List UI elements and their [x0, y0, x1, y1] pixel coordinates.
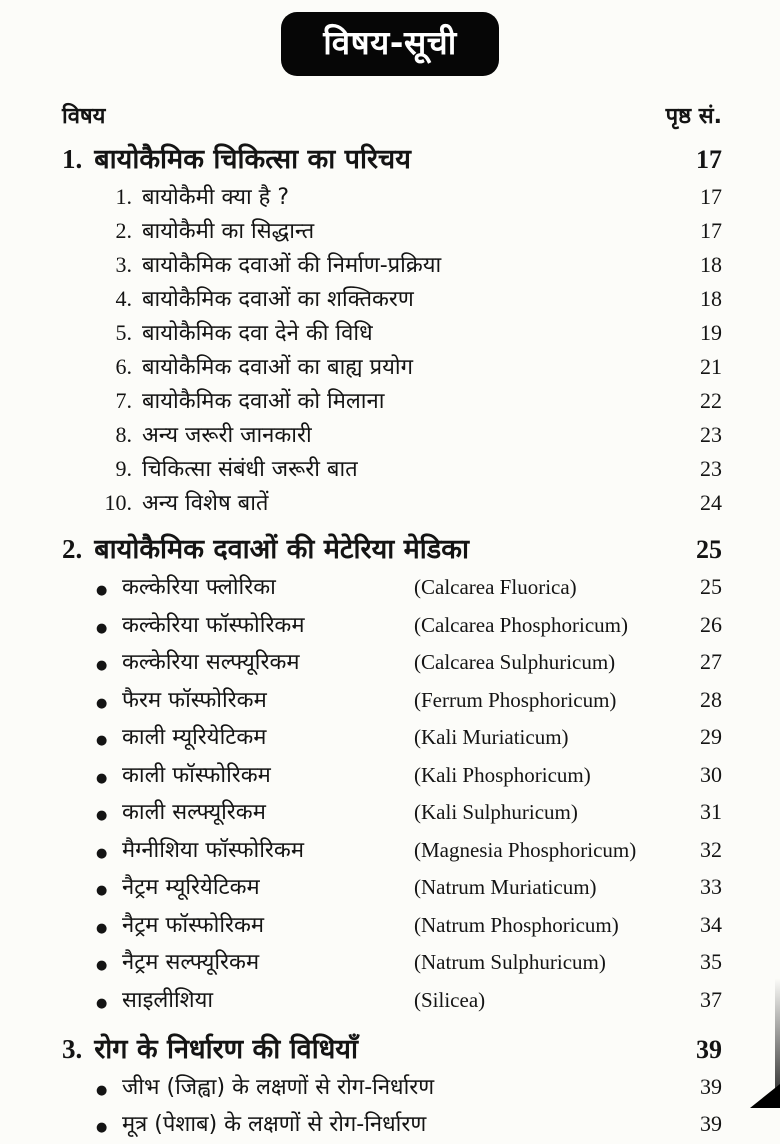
section-title: रोग के निर्धारण की विधियाँ [94, 1034, 358, 1065]
section-heading [62, 139, 722, 180]
entry-number: 7. [115, 388, 132, 413]
section-page-number: 39 [696, 1035, 722, 1064]
entry-page-number: 18 [700, 286, 722, 311]
bullet-icon: ● [96, 583, 108, 598]
entry-page-number: 34 [700, 911, 722, 937]
entry-label: काली सल्फ्यूरिकम [122, 800, 266, 825]
entry-latin-name: (Natrum Sulphuricum) [414, 950, 606, 974]
entry-latin-name: (Natrum Phosphoricum) [414, 912, 619, 937]
entry-page-number: 37 [700, 986, 722, 1012]
toc-entry [62, 833, 722, 871]
entry-latin-name: (Calcarea Fluorica) [414, 575, 577, 599]
entry-number: 5. [115, 320, 132, 345]
entry-page-number: 27 [700, 649, 722, 674]
entry-number: 9. [115, 456, 132, 481]
entry-page-number: 30 [700, 761, 722, 787]
section-title: बायोकैमिक चिकित्सा का परिचय [94, 144, 411, 175]
section-title: बायोकैमिक दवाओं की मेटेरिया मेडिका [94, 534, 469, 565]
entry-number: 10. [104, 490, 132, 515]
toc-entry [62, 683, 722, 721]
entry-page-number: 19 [700, 320, 722, 345]
entry-page-number: 39 [700, 1111, 722, 1136]
toc-entry [62, 316, 722, 350]
entry-number: 8. [115, 422, 132, 447]
section-heading [62, 1029, 722, 1070]
entry-number: 2. [115, 218, 132, 243]
toc-entry [62, 418, 722, 452]
section-page-number: 17 [696, 145, 722, 174]
entry-page-number: 17 [700, 218, 722, 243]
toc-entry [62, 758, 722, 796]
toc-entry [62, 350, 722, 384]
bullet-icon: ● [96, 1120, 108, 1135]
entry-page-number: 17 [700, 184, 722, 209]
toc-entry [62, 795, 722, 833]
entry-label: मूत्र (पेशाब) के लक्षणों से रोग-निर्धारण [122, 1112, 427, 1137]
entry-label: बायोकैमिक दवाओं की निर्माण-प्रक्रिया [142, 253, 442, 278]
section-page-number: 25 [696, 535, 722, 564]
toc-column-headers [62, 100, 722, 130]
entry-number: 3. [115, 252, 132, 277]
entry-latin-name: (Calcarea Phosphoricum) [414, 612, 629, 637]
entry-label: काली फॉस्फोरिकम [122, 762, 271, 788]
toc-entry [62, 180, 722, 214]
entry-page-number: 25 [700, 574, 722, 599]
bullet-icon: ● [96, 770, 108, 786]
entry-number: 4. [115, 286, 132, 311]
entry-label: मैग्नीशिया फॉस्फोरिकम [122, 837, 304, 863]
entry-label: नैट्रम सल्फ्यूरिकम [122, 950, 260, 975]
section-heading [62, 529, 722, 570]
entry-label: बायोकैमी का सिद्धान्त [142, 219, 315, 244]
bullet-icon: ● [96, 920, 108, 936]
bullet-icon: ● [96, 695, 108, 711]
entry-label: अन्य विशेष बातें [142, 491, 269, 516]
page-title: विषय-सूची [281, 12, 499, 76]
entry-label: अन्य जरूरी जानकारी [142, 423, 312, 448]
toc-entry [62, 282, 722, 316]
entry-latin-name: (Magnesia Phosphoricum) [414, 837, 637, 862]
entry-label: बायोकैमिक दवाओं का शक्तिकरण [142, 287, 414, 312]
entry-page-number: 24 [700, 490, 722, 515]
toc-entry [62, 1107, 722, 1144]
entry-label: कल्केरिया सल्फ्यूरिकम [122, 650, 300, 675]
section-number: 3. [62, 1034, 83, 1064]
entry-label: जीभ (जिह्वा) के लक्षणों से रोग-निर्धारण [122, 1075, 435, 1100]
bullet-icon: ● [96, 845, 108, 861]
entry-page-number: 21 [700, 354, 722, 379]
entry-page-number: 22 [700, 388, 722, 413]
toc-entry [62, 486, 722, 520]
toc-entry [62, 1070, 722, 1107]
toc-entry [62, 645, 722, 683]
entry-label: फैरम फॉस्फोरिकम [122, 687, 267, 713]
entry-latin-name: (Silicea) [414, 987, 486, 1012]
toc-content [62, 139, 722, 1144]
entry-page-number: 26 [700, 611, 722, 637]
entry-page-number: 31 [700, 799, 722, 824]
entry-page-number: 35 [700, 949, 722, 974]
entry-latin-name: (Ferrum Phosphoricum) [414, 687, 617, 712]
toc-header-subject: विषय [62, 104, 106, 129]
bullet-icon: ● [96, 1083, 108, 1098]
toc-entry [62, 870, 722, 908]
entry-label: कल्केरिया फॉस्फोरिकम [122, 612, 305, 638]
toc-entry [62, 384, 722, 418]
entry-number: 1. [115, 184, 132, 209]
bullet-icon: ● [96, 620, 108, 636]
toc-entry [62, 908, 722, 946]
entry-latin-name: (Natrum Muriaticum) [414, 875, 597, 899]
entry-label: बायोकैमिक दवाओं का बाह्य प्रयोग [142, 355, 413, 380]
toc-entry [62, 945, 722, 983]
entry-page-number: 18 [700, 252, 722, 277]
entry-latin-name: (Kali Muriaticum) [414, 725, 569, 749]
bullet-icon: ● [96, 883, 108, 898]
toc-entry [62, 983, 722, 1021]
entry-page-number: 32 [700, 836, 722, 862]
bullet-icon: ● [96, 808, 108, 823]
entry-label: बायोकैमिक दवा देने की विधि [142, 321, 373, 346]
toc-entry [62, 452, 722, 486]
entry-latin-name: (Calcarea Sulphuricum) [414, 650, 616, 674]
toc-entry [62, 214, 722, 248]
entry-label: चिकित्सा संबंधी जरूरी बात [142, 457, 358, 482]
section-number: 2. [62, 534, 83, 564]
bullet-icon: ● [96, 658, 108, 673]
entry-label: काली म्यूरियेटिकम [122, 725, 267, 750]
entry-label: बायोकैमिक दवाओं को मिलाना [142, 389, 385, 414]
bullet-icon: ● [96, 733, 108, 748]
bullet-icon: ● [96, 958, 108, 973]
bullet-icon: ● [96, 995, 108, 1011]
entry-label: कल्केरिया फ्लोरिका [122, 575, 276, 600]
entry-label: नैट्रम फॉस्फोरिकम [122, 912, 265, 938]
toc-entry [62, 248, 722, 282]
toc-entry [62, 608, 722, 646]
entry-page-number: 23 [700, 422, 722, 447]
entry-number: 6. [115, 354, 132, 379]
entry-page-number: 29 [700, 724, 722, 749]
entry-page-number: 23 [700, 456, 722, 481]
section-number: 1. [62, 144, 83, 174]
entry-page-number: 33 [700, 874, 722, 899]
toc-entry [62, 570, 722, 608]
toc-entry [62, 720, 722, 758]
entry-latin-name: (Kali Phosphoricum) [414, 762, 591, 787]
section-materia-medica [62, 529, 722, 1020]
entry-page-number: 28 [700, 686, 722, 712]
entry-label: बायोकैमी क्या है ? [142, 185, 290, 210]
toc-header-page-no: पृष्ठ सं. [665, 104, 722, 129]
entry-label: नैट्रम म्यूरियेटिकम [122, 875, 260, 900]
scan-artifact [750, 1084, 780, 1108]
entry-page-number: 39 [700, 1074, 722, 1099]
entry-label: साइलीशिया [122, 987, 214, 1013]
entry-latin-name: (Kali Sulphuricum) [414, 800, 578, 824]
